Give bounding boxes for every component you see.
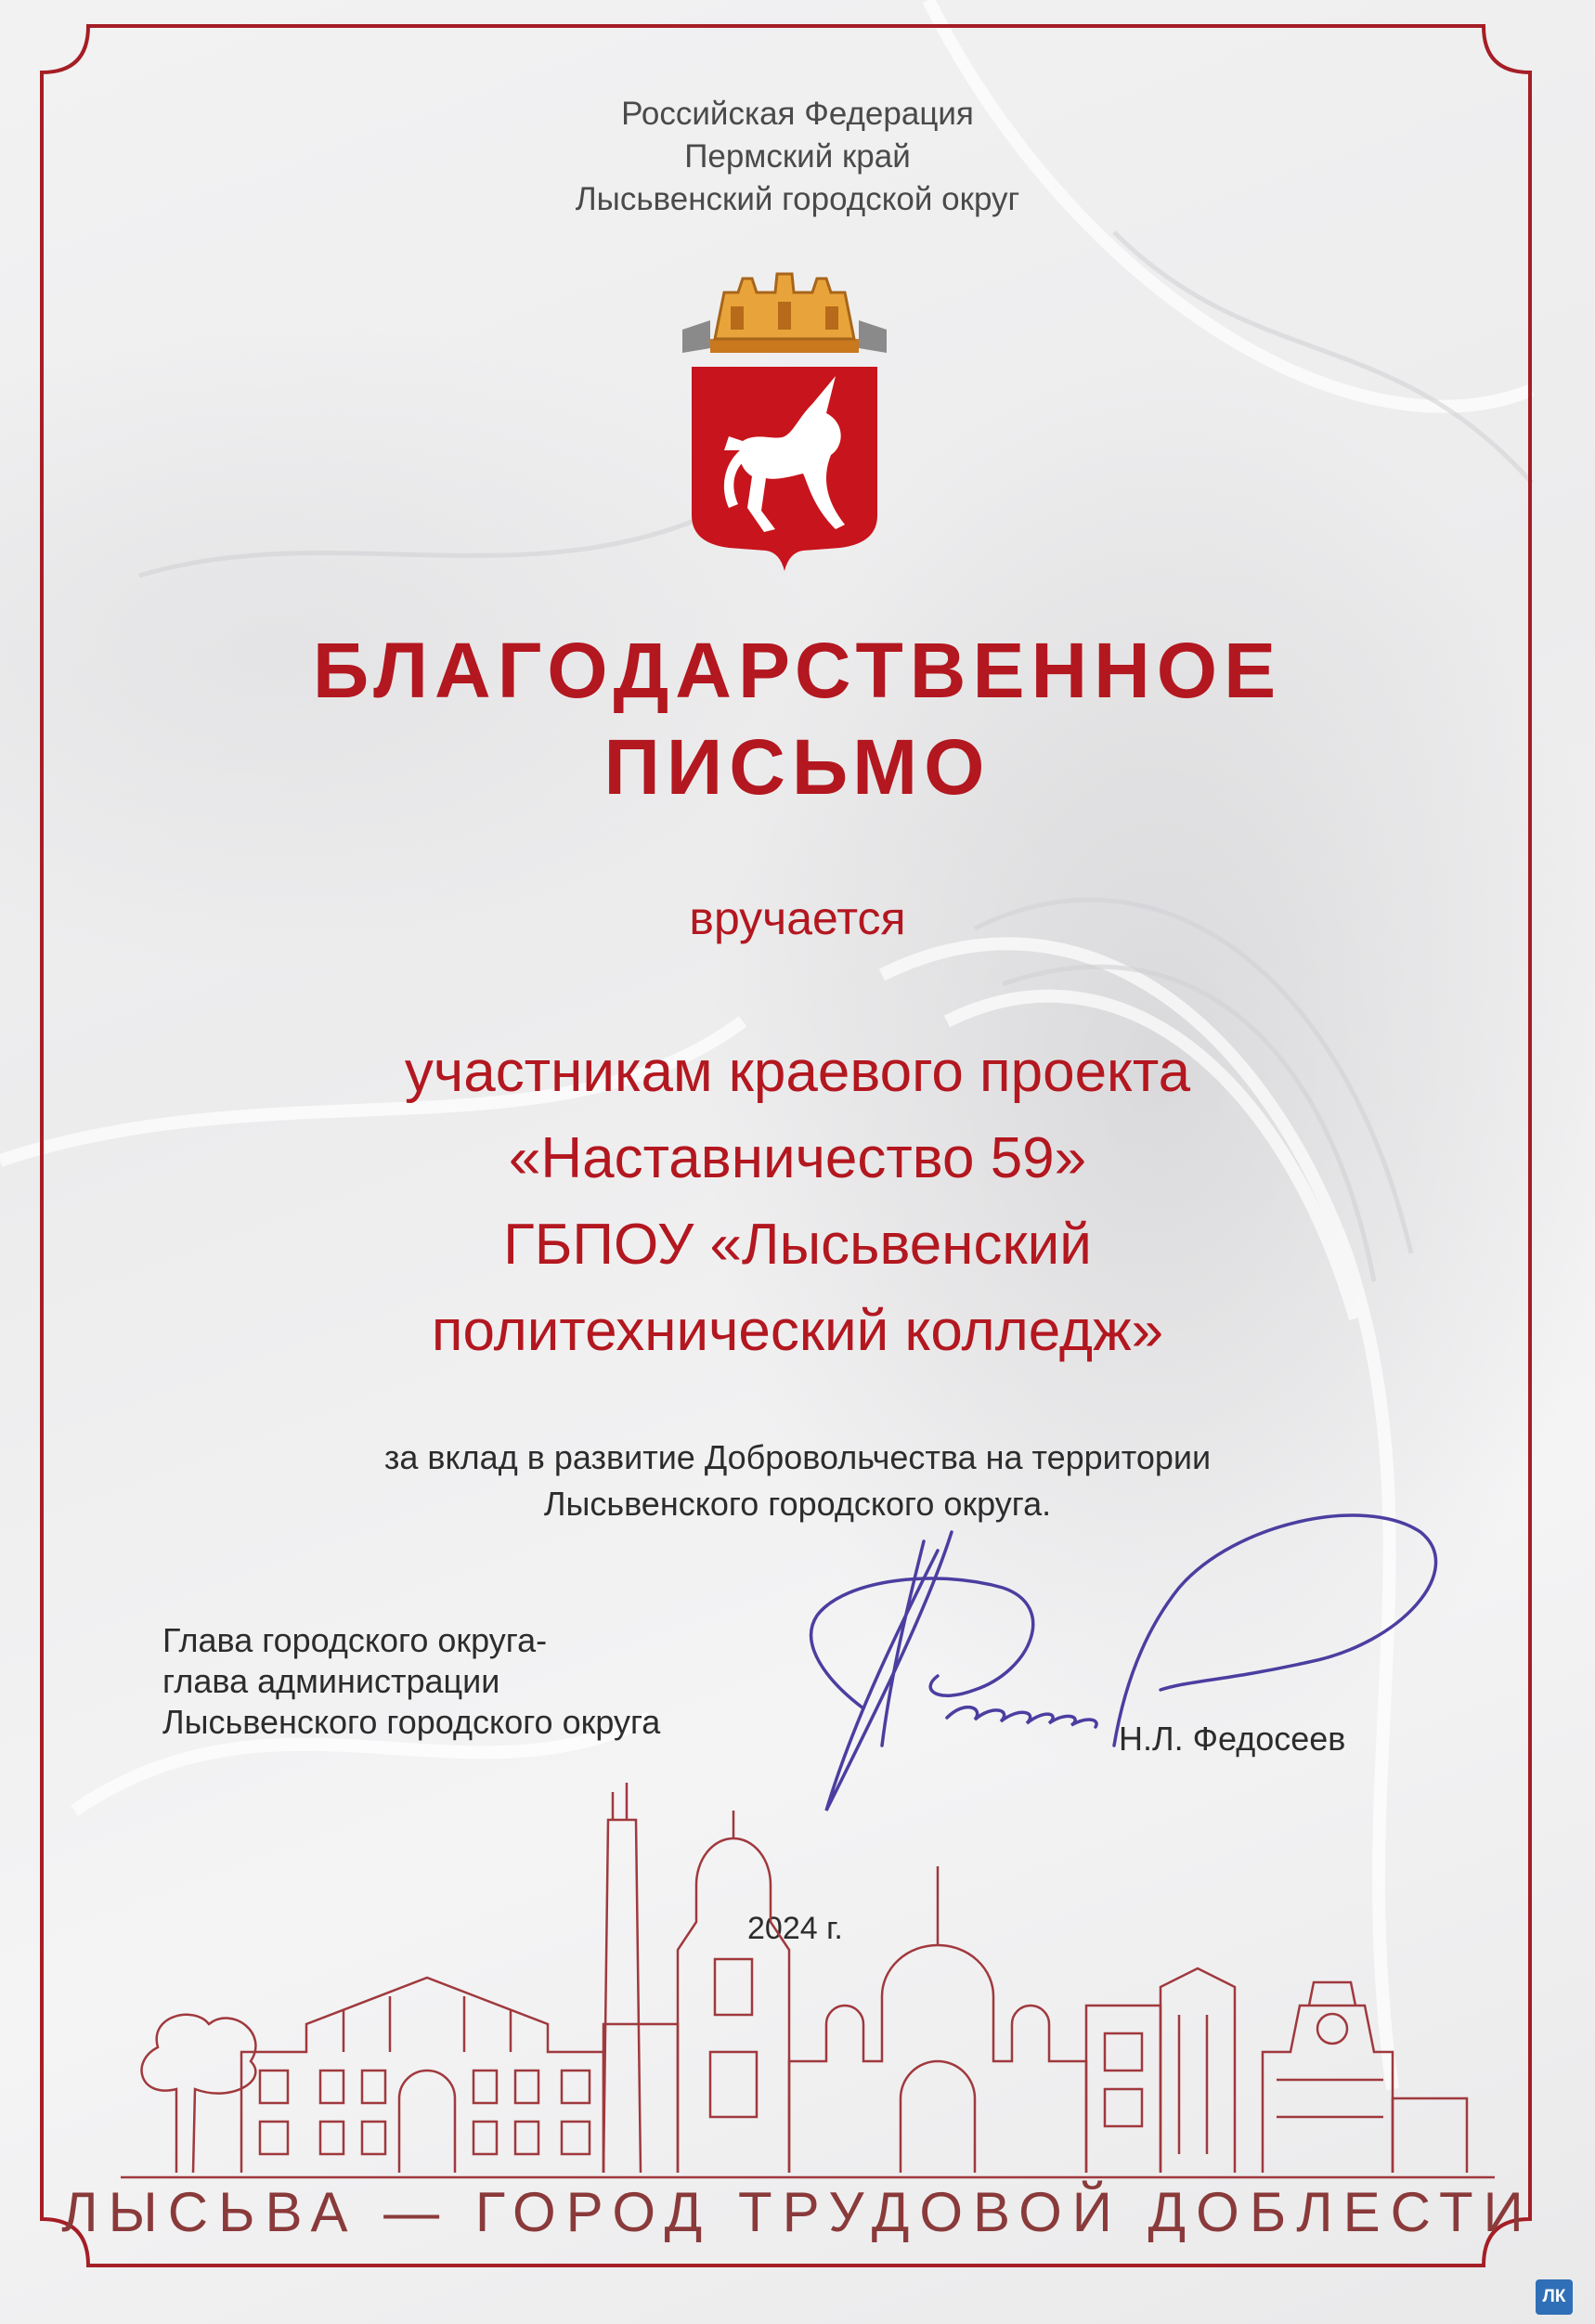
corner-logo: ЛК [1536, 2279, 1573, 2315]
reason-line-1: за вклад в развитие Добровольчества на территории [383, 1438, 1212, 1476]
header-country: Российская Федерация [621, 96, 974, 132]
signatory-title-line-1: Глава городского округа- [162, 1621, 548, 1659]
recipient-line-2: «Наставничество 59» [508, 1126, 1087, 1190]
issue-year: 2024 г. [747, 1911, 843, 1946]
document-title [0, 622, 1595, 815]
title-line-2: ПИСЬМО [603, 723, 992, 811]
issuer-header [0, 93, 1595, 221]
recipient-line-4: политехнический колледж» [431, 1299, 1164, 1363]
header-municipality: Лысьвенский городской округ [575, 181, 1020, 217]
signatory-name: Н.Л. Федосеев [1119, 1720, 1346, 1758]
city-slogan: ЛЫСЬВА — ГОРОД ТРУДОВОЙ ДОБЛЕСТИ [61, 2181, 1534, 2243]
recipient-line-1: участникам краевого проекта [404, 1040, 1191, 1104]
recipient-block [0, 1029, 1595, 1374]
city-skyline-illustration [121, 1783, 1495, 2182]
signatory-title-line-3: Лысьвенского городского округа [162, 1703, 661, 1741]
header-region: Пермский край [684, 138, 911, 175]
presented-label: вручается [689, 892, 906, 944]
title-line-1: БЛАГОДАРСТВЕННОЕ [312, 627, 1283, 714]
signatory-title [162, 1620, 812, 1743]
coat-of-arms-icon [673, 265, 896, 571]
signatory-title-line-2: глава администрации [162, 1662, 500, 1700]
reason-line-2: Лысьвенского городского округа. [543, 1485, 1052, 1523]
recipient-line-3: ГБПОУ «Лысьвенский [503, 1213, 1092, 1277]
